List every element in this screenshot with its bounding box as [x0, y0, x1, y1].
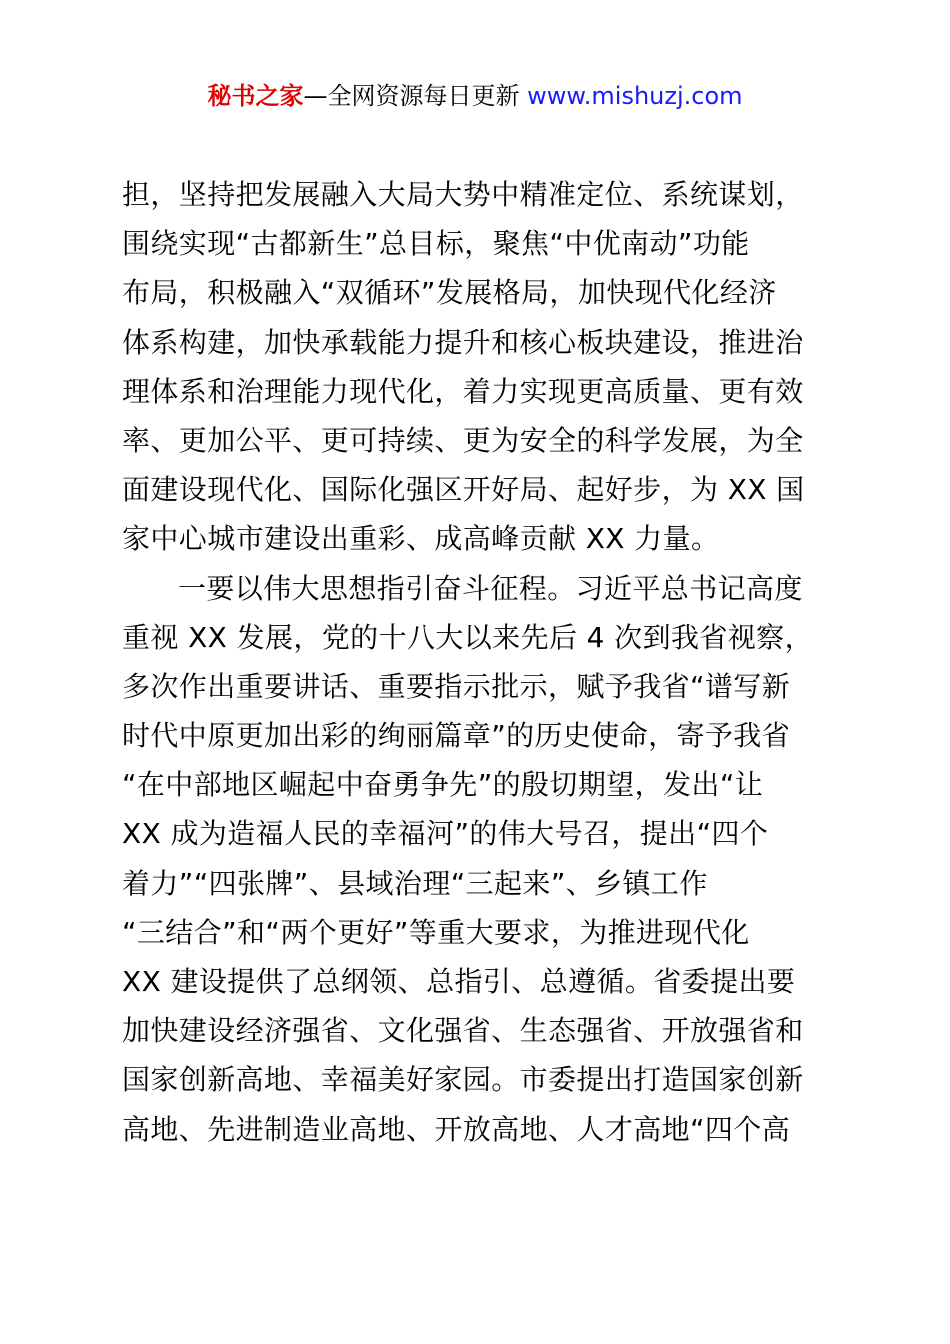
text-line: 面建设现代化、国际化强区开好局、起好步，为 XX 国 — [122, 473, 805, 507]
text-line: 围绕实现“古都新生”总目标，聚焦“中优南动”功能 — [122, 227, 750, 261]
text-line: 布局，积极融入“双循环”发展格局，加快现代化经济 — [122, 276, 777, 310]
text-line: XX 建设提供了总纲领、总指引、总遵循。省委提出要 — [122, 965, 796, 998]
site-tagline: —全网资源每日更新 — [303, 82, 528, 110]
text-line: “在中部地区崛起中奋勇争先”的殷切期望，发出“让 — [122, 768, 764, 802]
paragraph-start-line: 一要以伟大思想指引奋斗征程。习近平总书记高度 — [178, 571, 803, 605]
text-line: 国家创新高地、幸福美好家园。市委提出打造国家创新 — [122, 1063, 804, 1097]
site-url-link[interactable]: www.mishuzj.com — [527, 82, 743, 110]
text-line: 体系构建，加快承载能力提升和核心板块建设，推进治 — [122, 325, 804, 359]
document-body — [122, 170, 842, 1154]
text-line: 时代中原更加出彩的绚丽篇章”的历史使命，寄予我省 — [122, 719, 791, 753]
page-header — [0, 80, 950, 112]
text-line: “三结合”和“两个更好”等重大要求，为推进现代化 — [122, 915, 750, 949]
text-line: XX 成为造福人民的幸福河”的伟大号召，提出“四个 — [122, 817, 769, 851]
text-line: 着力”“四张牌”、县域治理“三起来”、乡镇工作 — [122, 866, 708, 900]
text-line: 率、更加公平、更可持续、更为安全的科学发展，为全 — [122, 423, 804, 457]
text-line: 家中心城市建设出重彩、成高峰贡献 XX 力量。 — [122, 522, 720, 556]
text-line: 多次作出重要讲话、重要指示批示，赋予我省“谱写新 — [122, 669, 791, 703]
site-brand: 秘书之家 — [207, 82, 304, 110]
text-line: 高地、先进制造业高地、开放高地、人才高地“四个高 — [122, 1112, 791, 1146]
text-line: 加快建设经济强省、文化强省、生态强省、开放强省和 — [122, 1014, 804, 1048]
text-line: 理体系和治理能力现代化，着力实现更高质量、更有效 — [122, 374, 804, 408]
text-line: 重视 XX 发展，党的十八大以来先后 4 次到我省视察， — [122, 620, 813, 654]
text-line: 担，坚持把发展融入大局大势中精准定位、系统谋划， — [122, 178, 804, 211]
